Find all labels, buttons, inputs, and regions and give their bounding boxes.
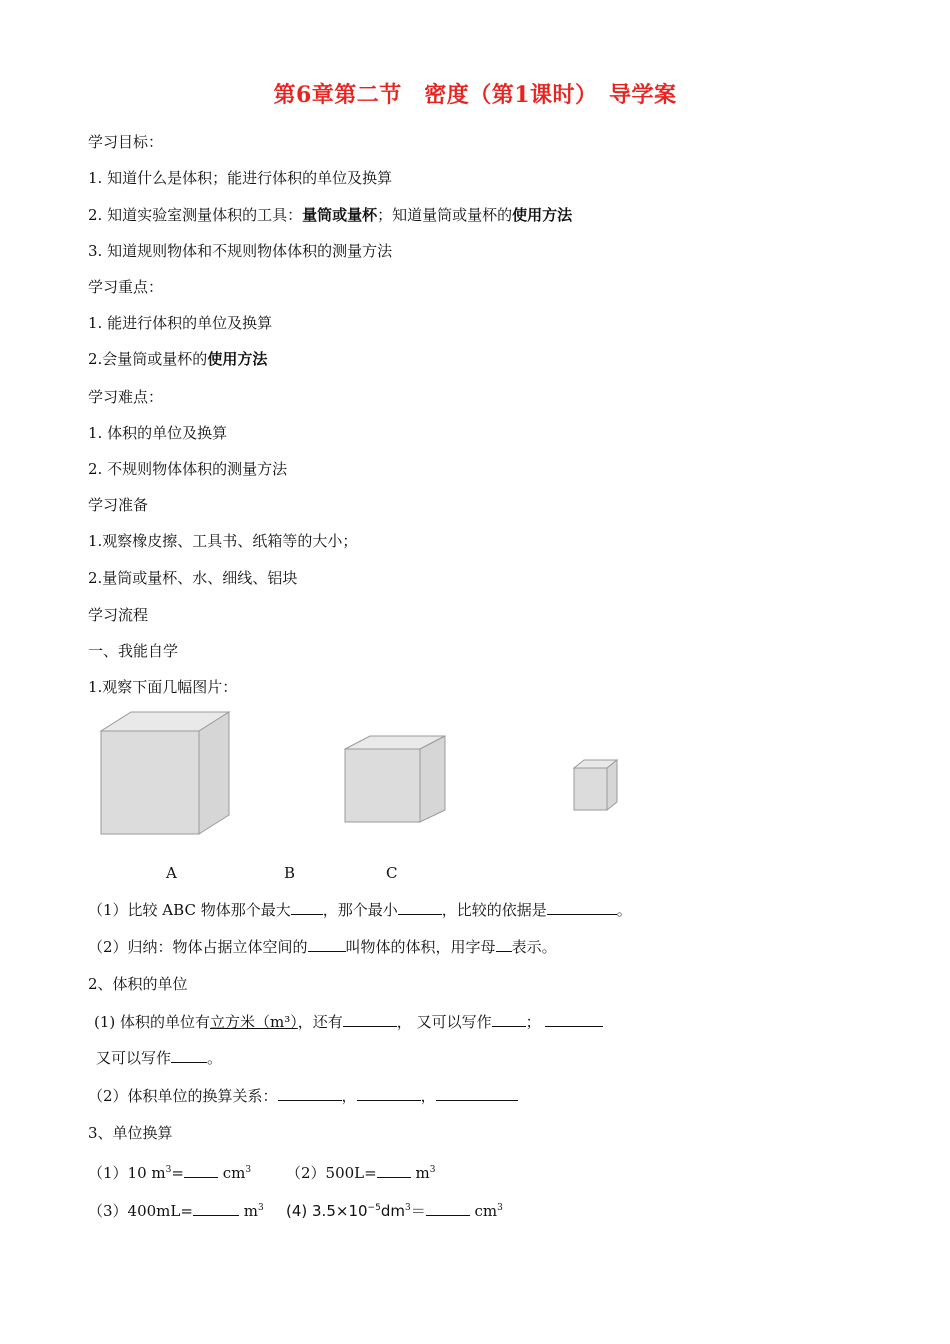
objective-2-bold-tools: 量筒或量杯 xyxy=(302,206,378,224)
question-2-1-text-c: ， 又可以写作 xyxy=(396,1013,492,1031)
objectives-heading: 学习目标： xyxy=(88,133,164,151)
preparation-heading: 学习准备 xyxy=(88,496,149,514)
conversion-4 xyxy=(286,1198,503,1221)
question-2-2-sep-2: ， xyxy=(420,1087,436,1105)
blank-space-size[interactable] xyxy=(308,937,346,952)
cube-c xyxy=(574,760,617,810)
blank-largest[interactable] xyxy=(291,900,323,915)
blank-unit-2[interactable] xyxy=(545,1012,603,1027)
question-2-1-text-e: 又可以写作 xyxy=(96,1049,172,1067)
question-2-1-text-a: (1) 体积的单位有 xyxy=(94,1013,211,1031)
figure-label-c: C xyxy=(386,864,398,882)
difficulties-heading: 学习难点： xyxy=(88,388,164,406)
blank-other-unit[interactable] xyxy=(343,1012,397,1027)
question-2-2-text: （2）体积单位的换算关系： xyxy=(88,1087,278,1105)
section-2-heading: 2、体积的单位 xyxy=(88,975,188,993)
question-2-1-text-d: ； xyxy=(525,1013,541,1031)
conversion-2 xyxy=(286,1160,435,1183)
superscript-3: 3 xyxy=(165,1165,172,1175)
section-3-heading: 3、单位换算 xyxy=(88,1124,173,1142)
blank-relation-1[interactable] xyxy=(278,1086,342,1101)
blank-written-as-1[interactable] xyxy=(492,1012,526,1027)
blank-relation-3[interactable] xyxy=(436,1086,518,1101)
question-1-2 xyxy=(88,937,557,957)
conversion-4-unit-cm: cm xyxy=(469,1202,498,1220)
question-2-1-text-b: ，还有 xyxy=(297,1013,343,1031)
flow-heading: 学习流程 xyxy=(88,606,149,624)
question-1-1-text-b: ，那个最小 xyxy=(322,901,398,919)
question-1-2-text-b: 叫物体的体积，用字母 xyxy=(345,938,496,956)
question-2-1-text-f: 。 xyxy=(207,1049,223,1067)
figure-label-a: A xyxy=(166,864,177,882)
preparation-1: 1.观察橡皮擦、工具书、纸箱等的大小； xyxy=(88,532,358,550)
preparation-2: 2.量筒或量杯、水、细线、铝块 xyxy=(88,569,298,587)
blank-conversion-4[interactable] xyxy=(426,1201,470,1216)
blank-conversion-3[interactable] xyxy=(193,1201,239,1216)
question-1-1-text-c: ，比较的依据是 xyxy=(441,901,547,919)
superscript-3: 3 xyxy=(245,1165,252,1175)
key-point-2-bold: 使用方法 xyxy=(207,350,268,368)
superscript-3: 3 xyxy=(497,1203,503,1213)
conversion-3 xyxy=(88,1198,264,1221)
section-1-heading: 一、我能自学 xyxy=(88,642,179,660)
objective-3: 3. 知道规则物体和不规则物体体积的测量方法 xyxy=(88,242,393,260)
question-1-1-text-a: （1）比较 ABC 物体那个最大 xyxy=(88,901,291,919)
conversion-1 xyxy=(88,1160,251,1183)
conversion-4-text-a: (4) 3.5×10 xyxy=(286,1202,368,1220)
blank-written-as-2[interactable] xyxy=(171,1048,207,1063)
conversion-4-unit-dm: dm xyxy=(380,1202,405,1220)
difficulty-2: 2. 不规则物体体积的测量方法 xyxy=(88,460,288,478)
objective-1: 1. 知道什么是体积；能进行体积的单位及换算 xyxy=(88,169,393,187)
question-2-2 xyxy=(88,1086,518,1106)
conversion-1-unit: cm xyxy=(217,1164,246,1182)
objective-2-text-mid: ；知道量筒或量杯的 xyxy=(377,206,513,224)
blank-conversion-1[interactable] xyxy=(184,1163,218,1178)
objective-2 xyxy=(88,205,572,225)
superscript-3: 3 xyxy=(257,1203,264,1213)
question-2-1 xyxy=(94,1012,603,1032)
superscript-3: 3 xyxy=(429,1165,436,1175)
question-1-1-text-d: 。 xyxy=(616,901,632,919)
objective-2-text: 2. 知道实验室测量体积的工具： xyxy=(88,206,303,224)
figure-label-b: B xyxy=(284,864,296,882)
blank-basis[interactable] xyxy=(547,900,617,915)
question-1: 1.观察下面几幅图片： xyxy=(88,678,238,696)
blank-letter[interactable] xyxy=(496,937,512,952)
cube-a xyxy=(101,712,229,834)
key-points-heading: 学习重点： xyxy=(88,278,164,296)
conversion-4-equals: ＝ xyxy=(410,1202,426,1220)
blank-smallest[interactable] xyxy=(398,900,442,915)
exponent-minus-5: −5 xyxy=(367,1203,381,1213)
superscript-3: 3 xyxy=(404,1203,411,1213)
conversion-1-text-a: （1）10 m xyxy=(88,1164,166,1182)
question-2-1-cont xyxy=(96,1048,222,1068)
cube-b xyxy=(345,736,445,822)
question-1-2-text-c: 表示。 xyxy=(511,938,557,956)
blank-conversion-2[interactable] xyxy=(377,1163,411,1178)
blank-relation-2[interactable] xyxy=(357,1086,421,1101)
conversion-3-unit: m xyxy=(238,1202,258,1220)
conversion-3-text-a: （3）400mL= xyxy=(88,1202,193,1220)
page-title: 第6章第二节 密度（第1课时） 导学案 xyxy=(273,82,677,108)
question-1-1 xyxy=(88,900,632,920)
key-point-2-text: 2.会量筒或量杯的 xyxy=(88,350,208,368)
conversion-1-equals: = xyxy=(171,1164,184,1182)
conversion-2-text-a: （2）500L= xyxy=(286,1164,377,1182)
key-point-1: 1. 能进行体积的单位及换算 xyxy=(88,314,273,332)
question-2-2-sep-1: ， xyxy=(341,1087,357,1105)
key-point-2 xyxy=(88,349,267,369)
objective-2-bold-method: 使用方法 xyxy=(512,206,573,224)
question-1-2-text-a: （2）归纳：物体占据立体空间的 xyxy=(88,938,308,956)
difficulty-1: 1. 体积的单位及换算 xyxy=(88,424,228,442)
unit-cubic-meter: 立方米（m³） xyxy=(210,1013,298,1031)
conversion-2-unit: m xyxy=(410,1164,430,1182)
